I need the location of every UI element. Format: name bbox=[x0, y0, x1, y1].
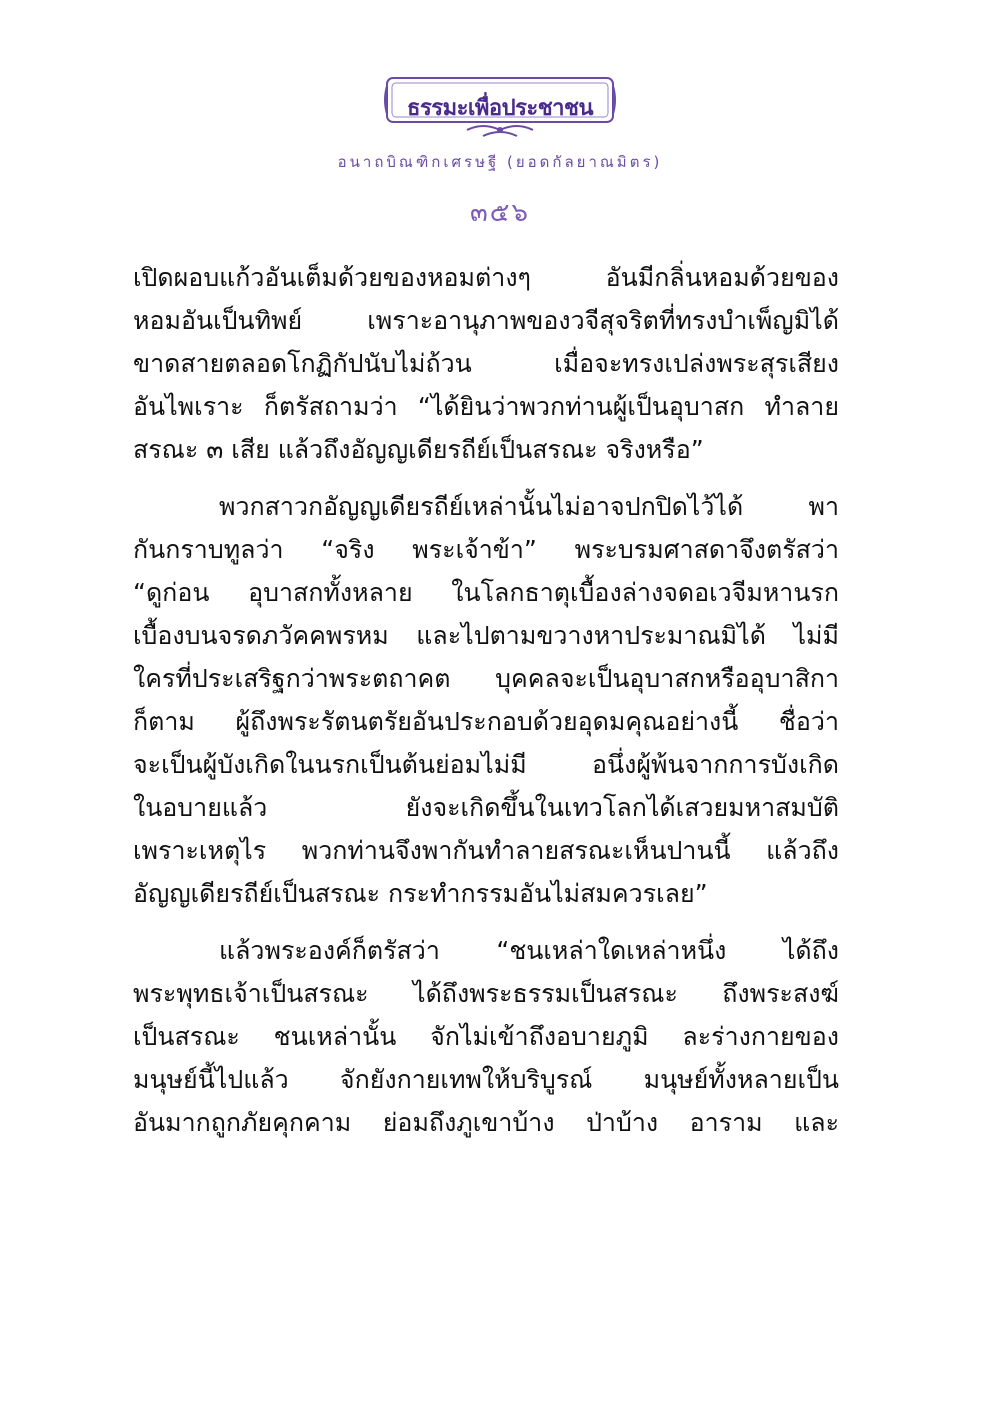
text-line: กันกราบทูลว่า “จริง พระเจ้าข้า” พระบรมศาสดาจึงตรัสว่า bbox=[133, 535, 839, 564]
text-line: เปิดผอบแก้วอันเต็มด้วยของหอมต่างๆ อันมีกลิ่นหอมด้วยของ bbox=[133, 263, 839, 292]
text-line: ใครที่ประเสริฐกว่าพระตถาคต บุคคลจะเป็นอุบาสกหรืออุบาสิกา bbox=[133, 664, 839, 693]
text-line: สรณะ ๓ เสีย แล้วถึงอัญญเดียรถีย์เป็นสรณะ จริงหรือ” bbox=[133, 435, 704, 464]
text-line: มนุษย์นี้ไปแล้ว จักยังกายเทพให้บริบูรณ์ มนุษย์ทั้งหลายเป็น bbox=[133, 1065, 839, 1094]
header-logo bbox=[383, 72, 617, 144]
paragraph-1 bbox=[133, 256, 839, 471]
text-line: หอมอันเป็นทิพย์ เพราะอานุภาพของวจีสุจริตที่ทรงบำเพ็ญมิได้ bbox=[133, 306, 839, 335]
paragraph-3 bbox=[133, 929, 839, 1144]
text-line: พระพุทธเจ้าเป็นสรณะ ได้ถึงพระธรรมเป็นสรณะ ถึงพระสงฆ์ bbox=[133, 979, 839, 1008]
text-line: พวกสาวกอัญญเดียรถีย์เหล่านั้นไม่อาจปกปิดไว้ได้ พา bbox=[219, 492, 839, 521]
text-line: อัญญเดียรถีย์เป็นสรณะ กระทำกรรมอันไม่สมควรเลย” bbox=[133, 879, 708, 908]
book-subtitle: อนาถบิณฑิกเศรษฐี (ยอดกัลยาณมิตร) bbox=[337, 153, 663, 171]
text-line: เป็นสรณะ ชนเหล่านั้น จักไม่เข้าถึงอบายภูมิ ละร่างกายของ bbox=[133, 1022, 839, 1051]
logo-text: ธรรมะเพื่อประชาชน bbox=[407, 96, 593, 121]
text-line: อันไพเราะ ก็ตรัสถามว่า “ได้ยินว่าพวกท่านผู้เป็นอุบาสก ทำลาย bbox=[133, 392, 839, 421]
text-line: แล้วพระองค์ก็ตรัสว่า “ชนเหล่าใดเหล่าหนึ่ง ได้ถึง bbox=[219, 936, 839, 965]
paragraph-gap bbox=[133, 915, 839, 929]
text-line: ขาดสายตลอดโกฏิกัปนับไม่ถ้วน เมื่อจะทรงเปล่งพระสุรเสียง bbox=[133, 349, 839, 378]
body-text bbox=[133, 256, 839, 1144]
text-line: อันมากถูกภัยคุกคาม ย่อมถึงภูเขาบ้าง ป่าบ้าง อาราม และ bbox=[133, 1108, 839, 1137]
text-line: จะเป็นผู้บังเกิดในนรกเป็นต้นย่อมไม่มี อนึ่งผู้พ้นจากการบังเกิด bbox=[133, 750, 839, 779]
text-line: “ดูก่อน อุบาสกทั้งหลาย ในโลกธาตุเบื้องล่างจดอเวจีมหานรก bbox=[133, 578, 839, 607]
page-number: ๓๕๖ bbox=[470, 198, 530, 228]
text-line: ในอบายแล้ว ยังจะเกิดขึ้นในเทวโลกได้เสวยมหาสมบัติ bbox=[133, 793, 839, 822]
paragraph-gap bbox=[133, 471, 839, 485]
text-line: ก็ตาม ผู้ถึงพระรัตนตรัยอันประกอบด้วยอุดมคุณอย่างนี้ ชื่อว่า bbox=[133, 707, 839, 736]
text-line: เพราะเหตุไร พวกท่านจึงพากันทำลายสรณะเห็นปานนี้ แล้วถึง bbox=[133, 836, 839, 865]
text-line: เบื้องบนจรดภวัคคพรหม และไปตามขวางหาประมาณมิได้ ไม่มี bbox=[133, 621, 839, 650]
paragraph-2 bbox=[133, 485, 839, 915]
